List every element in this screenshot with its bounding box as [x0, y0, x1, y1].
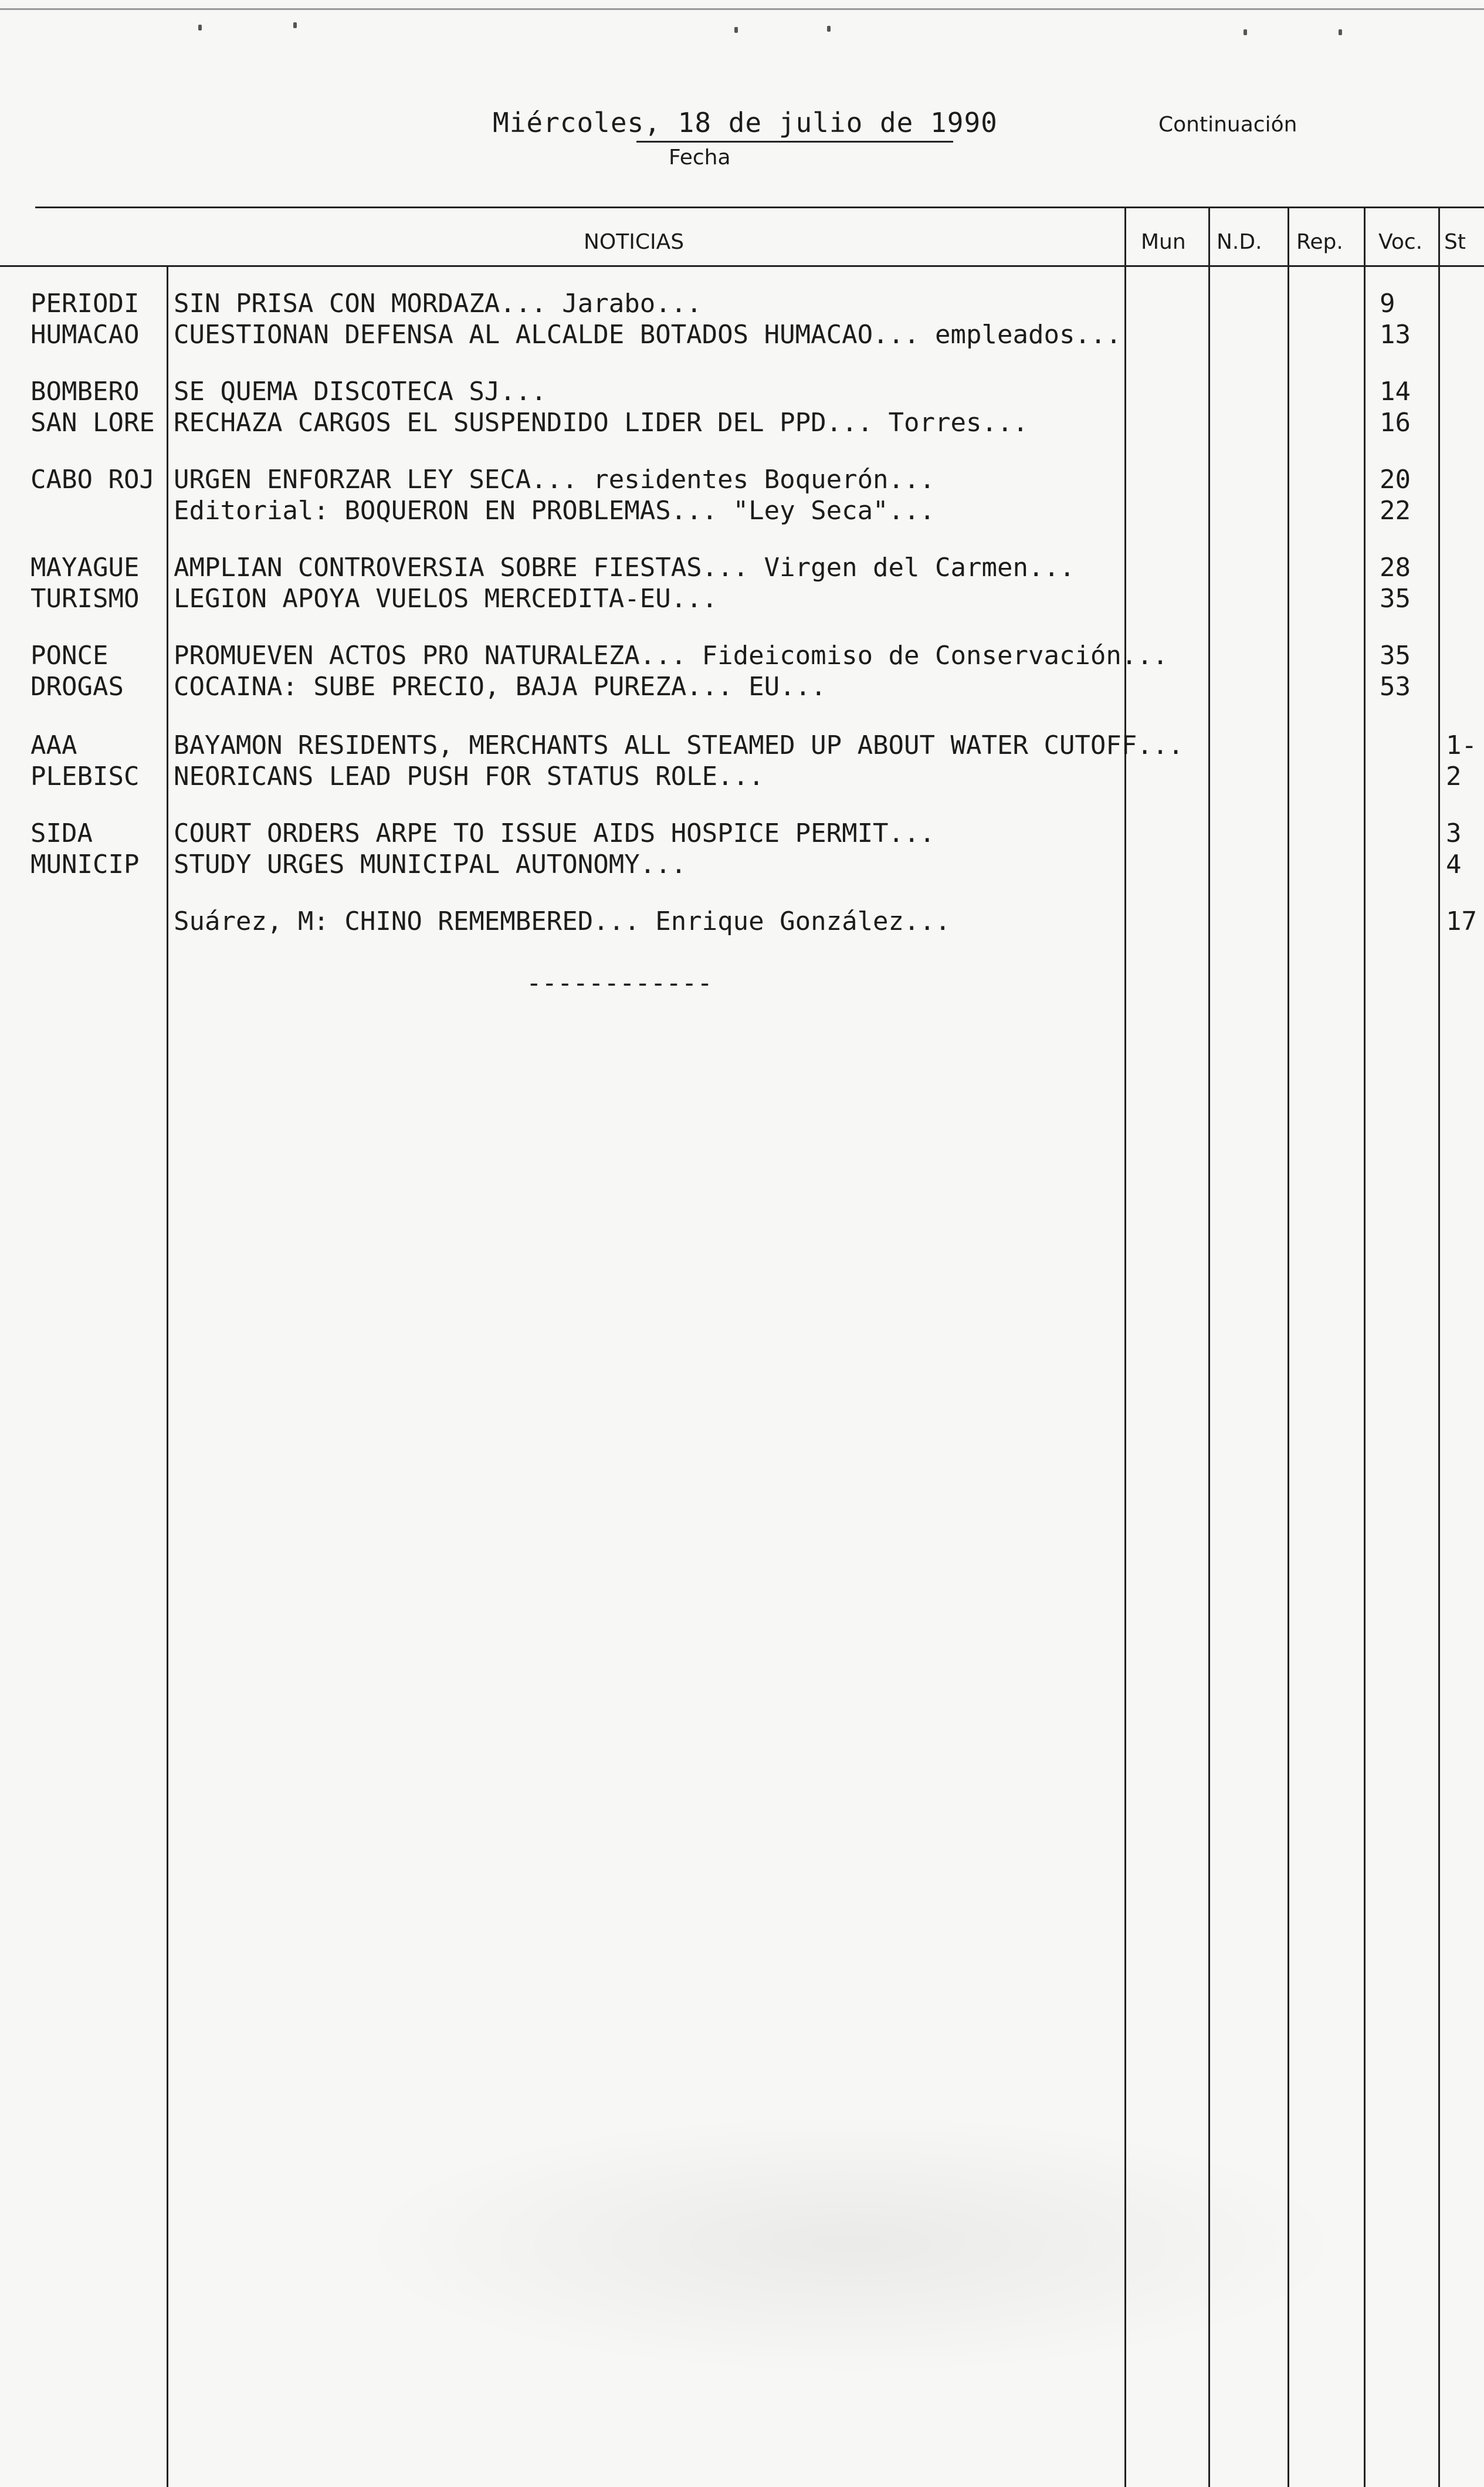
row-voc-page: 35 [1380, 584, 1411, 614]
column-rule-st [1438, 207, 1440, 2487]
continuacion-label: Continuación [1158, 113, 1297, 137]
row-voc-page: 35 [1380, 641, 1411, 671]
print-speck [1244, 29, 1247, 35]
column-header-voc: Voc. [1378, 230, 1423, 254]
table-header-rule [0, 265, 1484, 267]
row-tag: PLEBISC [31, 762, 140, 791]
row-headline: STUDY URGES MUNICIPAL AUTONOMY... [174, 850, 687, 879]
row-tag: PERIODI [31, 289, 140, 319]
row-tag: TURISMO [31, 584, 140, 614]
row-tag: CABO ROJ [31, 465, 155, 495]
row-tag: MAYAGUE [31, 553, 140, 583]
end-of-list-marker: ------------ [526, 968, 713, 998]
row-voc-page: 13 [1380, 320, 1411, 350]
row-st-page: 1- [1446, 730, 1477, 760]
row-voc-page: 28 [1380, 553, 1411, 583]
row-voc-page: 14 [1380, 377, 1411, 407]
row-headline: NEORICANS LEAD PUSH FOR STATUS ROLE... [174, 762, 764, 791]
row-headline: Suárez, M: CHINO REMEMBERED... Enrique González... [174, 906, 951, 936]
print-speck [734, 27, 738, 33]
row-tag: AAA [31, 730, 77, 760]
row-tag: SIDA [31, 818, 93, 848]
column-header-mun: Mun [1141, 230, 1186, 254]
print-speck [293, 22, 297, 28]
row-headline: RECHAZA CARGOS EL SUSPENDIDO LIDER DEL PPD... Torres... [174, 408, 1028, 438]
scan-smudge [352, 2112, 1349, 2376]
table-top-rule [35, 207, 1484, 208]
date-underline [636, 141, 953, 143]
top-edge-line [0, 8, 1484, 10]
row-tag: BOMBERO [31, 377, 140, 407]
row-headline: SE QUEMA DISCOTECA SJ... [174, 377, 547, 407]
row-headline: AMPLIAN CONTROVERSIA SOBRE FIESTAS... Virgen del Carmen... [174, 553, 1075, 583]
fecha-label: Fecha [669, 146, 731, 170]
column-header-nd: N.D. [1217, 230, 1262, 254]
column-rule-tag [167, 265, 168, 2487]
print-speck [1339, 29, 1342, 35]
row-voc-page: 16 [1380, 408, 1411, 438]
row-headline: COCAINA: SUBE PRECIO, BAJA PUREZA... EU... [174, 672, 826, 702]
column-rule-voc [1364, 207, 1366, 2487]
row-voc-page: 53 [1380, 672, 1411, 702]
row-headline: LEGION APOYA VUELOS MERCEDITA-EU... [174, 584, 718, 614]
row-st-page: 17 [1446, 906, 1477, 936]
row-voc-page: 9 [1380, 289, 1395, 319]
row-headline: PROMUEVEN ACTOS PRO NATURALEZA... Fideicomiso de Conservación... [174, 641, 1168, 671]
print-speck [198, 25, 202, 31]
row-tag: DROGAS [31, 672, 124, 702]
date-field: Miércoles, 18 de julio de 1990 [493, 107, 998, 138]
row-headline: COURT ORDERS ARPE TO ISSUE AIDS HOSPICE PERMIT... [174, 818, 936, 848]
row-st-page: 2 [1446, 762, 1462, 791]
row-voc-page: 22 [1380, 496, 1411, 526]
row-headline: URGEN ENFORZAR LEY SECA... residentes Boquerón... [174, 465, 936, 495]
row-st-page: 3 [1446, 818, 1462, 848]
row-tag: HUMACAO [31, 320, 140, 350]
row-headline: CUESTIONAN DEFENSA AL ALCALDE BOTADOS HUMACAO... empleados... [174, 320, 1122, 350]
row-st-page: 4 [1446, 850, 1462, 879]
row-headline: BAYAMON RESIDENTS, MERCHANTS ALL STEAMED UP ABOUT WATER CUTOFF... [174, 730, 1184, 760]
print-speck [827, 26, 831, 32]
column-header-noticias: NOTICIAS [584, 230, 685, 254]
row-headline: SIN PRISA CON MORDAZA... Jarabo... [174, 289, 702, 319]
row-tag: SAN LORE [31, 408, 155, 438]
row-tag: MUNICIP [31, 850, 140, 879]
row-voc-page: 20 [1380, 465, 1411, 495]
row-headline: Editorial: BOQUERON EN PROBLEMAS... "Ley Seca"... [174, 496, 936, 526]
row-tag: PONCE [31, 641, 109, 671]
column-header-rep: Rep. [1296, 230, 1343, 254]
column-header-st: St [1444, 230, 1466, 254]
